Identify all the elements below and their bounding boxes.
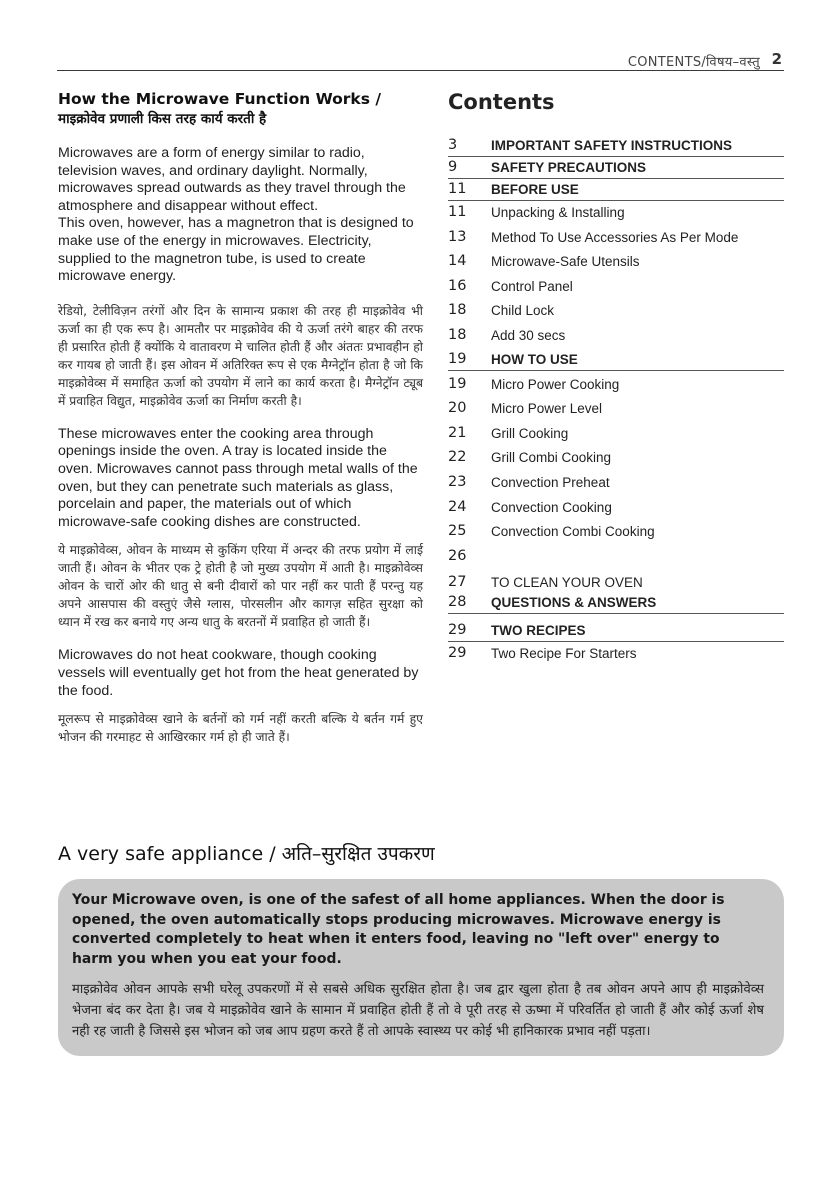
paragraph-1-hi: रेडियो, टेलीविज़न तरंगों और दिन के सामान्य प्रकाश की तरह ही माइक्रोवेव भी ऊर्जा का ही एक रूप है। आमतौर पर माइक्रोवेव की ये ऊर्जा तरंगे बाहर की तरफ ही प्रसारित होती हैं क्योंकि ये वातावरण मे चालित होती हैं और अंततः प्रभावहीन हो कर गायब हो जाती हैं। इस ओवन में अतिरिक्त रूप से एक मैग्नेट्रॉन होता है जो कि माइक्रोवेव्स में समाहित ऊर्जा को उपयोग में लाने का कार्य करता है। मैग्नेट्रॉन ट्यूब में प्रवाहित विद्युत, माइक्रोवेव ऊर्जा का निर्माण करती है। xyxy=(58,303,423,408)
toc-item[interactable] xyxy=(448,592,784,614)
toc-item-title: Convection Cooking xyxy=(491,499,612,515)
toc-item-title: Add 30 secs xyxy=(491,327,566,343)
toc-item[interactable] xyxy=(448,324,784,349)
toc-page-number: 9 xyxy=(448,159,458,175)
toc-item[interactable] xyxy=(448,250,784,275)
toc-list xyxy=(448,135,784,667)
toc-page-number: 3 xyxy=(448,137,458,153)
toc-item-title: Micro Power Cooking xyxy=(491,376,620,392)
toc-item[interactable] xyxy=(448,520,784,545)
toc-item-title: Convection Preheat xyxy=(491,474,610,490)
toc-item[interactable] xyxy=(448,496,784,521)
toc-item[interactable] xyxy=(448,397,784,422)
toc-item[interactable] xyxy=(448,299,784,324)
toc-item-title: IMPORTANT SAFETY INSTRUCTIONS xyxy=(491,138,733,153)
toc-page-number: 20 xyxy=(448,400,467,417)
toc-item-title: Convection Combi Cooking xyxy=(491,524,655,540)
toc-item-title: Unpacking & Installing xyxy=(491,205,625,220)
toc-page-number: 21 xyxy=(448,424,467,441)
toc-page-number: 13 xyxy=(448,228,467,245)
toc-page-number: 14 xyxy=(448,253,467,270)
toc-item-title: Method To Use Accessories As Per Mode xyxy=(491,229,739,245)
toc-item-title: BEFORE USE xyxy=(491,182,579,197)
microwave-function-section xyxy=(58,90,423,746)
paragraph-4-hi: मूलरूप से माइक्रोवेव्स खाने के बर्तनों को गर्म नहीं करती बल्कि ये बर्तन गर्म हुए भोजन की गरमाहट से आखिरकार गर्म हो ही जाते हैं। xyxy=(58,712,423,745)
toc-page-number: 24 xyxy=(448,498,467,515)
toc-item[interactable] xyxy=(448,642,784,667)
toc-item-title: Two Recipe For Starters xyxy=(491,646,637,662)
page-header xyxy=(57,50,784,71)
safe-heading-hi: अति–सुरक्षित उपकरण xyxy=(281,843,435,865)
section-title-en: How the Microwave Function Works / xyxy=(58,90,382,108)
toc-item[interactable] xyxy=(448,201,784,226)
toc-page-number: 11 xyxy=(448,181,467,197)
toc-item[interactable] xyxy=(448,275,784,300)
toc-item-title: Grill Cooking xyxy=(491,425,569,441)
toc-item[interactable] xyxy=(448,545,784,570)
safe-appliance-box xyxy=(58,879,784,1056)
paragraph-4-en: Microwaves do not heat cookware, though cooking vessels will eventually get hot from the heat generated by the food. xyxy=(58,647,419,699)
table-of-contents xyxy=(448,90,784,667)
toc-item-title: TWO RECIPES xyxy=(491,623,586,639)
toc-page-number: 25 xyxy=(448,523,467,540)
contents-title: Contents xyxy=(448,90,555,114)
toc-page-number: 11 xyxy=(448,204,467,220)
toc-item[interactable] xyxy=(448,422,784,447)
toc-page-number: 26 xyxy=(448,547,467,564)
page-number: 2 xyxy=(771,50,782,68)
toc-page-number: 19 xyxy=(448,350,467,367)
paragraph-1-en: Microwaves are a form of energy similar to radio, television waves, and ordinary daylight. Normally, microwaves spread outwards as they travel through the atmosphere and disappear without effect. xyxy=(58,145,406,214)
toc-page-number: 28 xyxy=(448,594,467,611)
section-label: CONTENTS/विषय–वस्तु xyxy=(627,55,760,70)
toc-item-title: QUESTIONS & ANSWERS xyxy=(491,595,657,611)
toc-item[interactable] xyxy=(448,226,784,251)
safe-box-en: Your Microwave oven, is one of the safest of all home appliances. When the door is opened, the oven automatically stops producing microwaves. Microwave energy is converted completely to heat when it enters food, leaving no "left over" energy to harm you when you eat your food. xyxy=(72,892,725,967)
toc-item[interactable] xyxy=(448,179,784,201)
paragraph-3-hi: ये माइक्रोवेव्स, ओवन के माध्यम से कुकिंग एरिया में अन्दर की तरफ प्रयोग में लाई जाती हैं। ओवन के भीतर एक ट्रे होती है जो मुख्य उपयोग में आती है। माइक्रोवेव्स ओवन के चारों ओर की धातु से बनी दीवारों को पार नहीं कर पाती हैं परन्तु यह अपने आसपास की वस्तुएं जैसे ग्लास, पोरसलीन और कागज़ सहित सुरक्षा को ध्यान में रख कर बनाये गए अन्य धातु के बरतनों में प्रवाहित हो जाती हैं। xyxy=(58,543,423,630)
paragraph-2-en: This oven, however, has a magnetron that is designed to make use of the energy in microwaves. Electricity, supplied to the magnetron tube, is used to create microwave energy. xyxy=(58,215,414,285)
toc-item[interactable] xyxy=(448,373,784,398)
toc-page-number: 18 xyxy=(448,326,467,343)
toc-page-number: 19 xyxy=(448,375,467,392)
section-title-hi: माइक्रोवेव प्रणाली किस तरह कार्य करती है xyxy=(58,111,267,127)
toc-item-title: HOW TO USE xyxy=(491,351,578,367)
toc-item-title: Control Panel xyxy=(491,278,573,294)
paragraph-3-en: These microwaves enter the cooking area through openings inside the oven. A tray is located inside the oven. Microwaves cannot pass through metal walls of the oven, but they can penetrate such materials as glass, porcelain and paper, the materials out of which microwave-safe cooking dishes are constructed. xyxy=(58,425,418,530)
toc-page-number: 29 xyxy=(448,645,467,662)
safe-appliance-heading xyxy=(58,840,785,866)
toc-item-title: Micro Power Level xyxy=(491,401,603,417)
toc-item-title: Child Lock xyxy=(491,303,555,319)
toc-page-number: 23 xyxy=(448,473,467,490)
toc-item[interactable] xyxy=(448,620,784,642)
toc-item[interactable] xyxy=(448,349,784,371)
toc-page-number: 29 xyxy=(448,622,467,639)
toc-page-number: 22 xyxy=(448,449,467,466)
toc-item-title: Grill Combi Cooking xyxy=(491,450,612,466)
safe-heading-en: A very safe appliance / xyxy=(58,843,282,865)
toc-item[interactable] xyxy=(448,446,784,471)
safe-box-hi: माइक्रोवेव ओवन आपके सभी घरेलू उपकरणों में से सबसे अधिक सुरक्षित होता है। जब द्वार खुला होता है तब ओवन अपने आप ही माइक्रोवेव्स भेजना बंद कर देता है। जब ये माइक्रोवेव खाने के सामान में प्रवाहित होती हैं तो वे पूरी तरह से ऊष्मा में परिवर्तित हो जाती हैं और कोई ऊर्जा शेष नही रह जाती है जिससे इस भोजन को जब आप ग्रहण करते हैं तो आपके स्वास्थ्य पर कोई भी हानिकारक प्रभाव नहीं पड़ता। xyxy=(72,982,764,1039)
toc-item[interactable] xyxy=(448,471,784,496)
toc-item[interactable] xyxy=(448,157,784,179)
toc-item-title: TO CLEAN YOUR OVEN xyxy=(491,575,643,591)
toc-item-title: Microwave-Safe Utensils xyxy=(491,254,640,270)
toc-page-number: 27 xyxy=(448,574,467,591)
toc-item-title: SAFETY PRECAUTIONS xyxy=(491,160,647,175)
toc-page-number: 16 xyxy=(448,277,467,294)
toc-item[interactable] xyxy=(448,571,784,592)
toc-page-number: 18 xyxy=(448,302,467,319)
toc-item[interactable] xyxy=(448,135,784,157)
